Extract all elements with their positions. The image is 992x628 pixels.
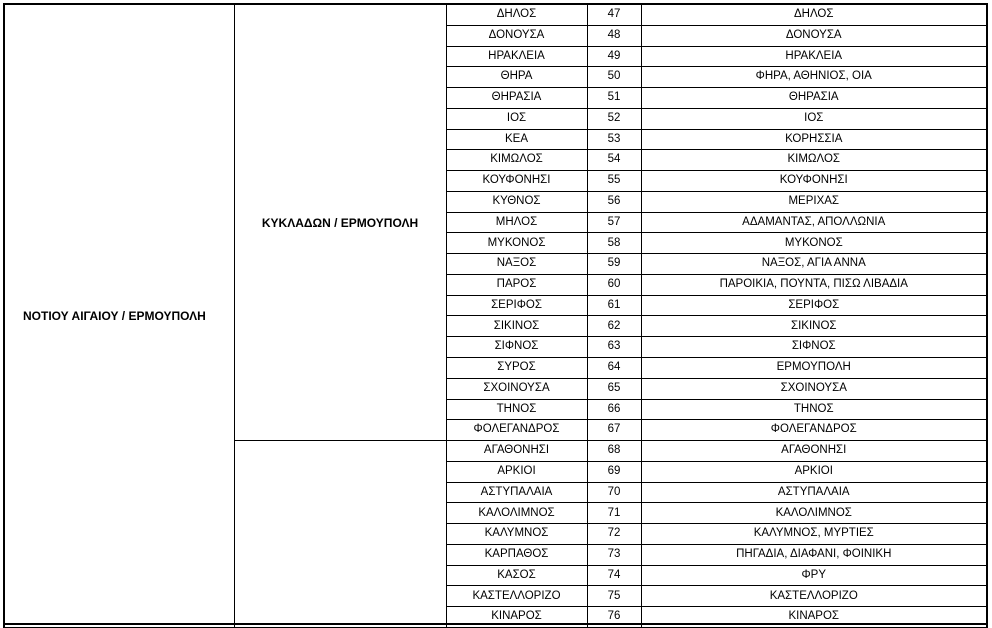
island-code-cell: 68 <box>587 441 641 462</box>
island-name-cell: ΚΕΑ <box>446 129 587 150</box>
island-name-cell: ΠΑΡΟΣ <box>446 274 587 295</box>
municipality-cell: ΚΙΜΩΛΟΣ <box>641 150 987 171</box>
island-code-cell: 65 <box>587 378 641 399</box>
municipality-cell: ΚΟΥΦΟΝΗΣΙ <box>641 171 987 192</box>
islands-table <box>3 3 988 628</box>
island-code-cell: 71 <box>587 503 641 524</box>
island-name-cell: ΜΥΚΟΝΟΣ <box>446 233 587 254</box>
municipality-cell: ΔΟΝΟΥΣΑ <box>641 25 987 46</box>
island-code-cell: 61 <box>587 295 641 316</box>
municipality-cell: ΚΑΛΥΜΝΟΣ, ΜΥΡΤΙΕΣ <box>641 524 987 545</box>
island-name-cell: ΣΙΦΝΟΣ <box>446 337 587 358</box>
island-code-cell: 64 <box>587 358 641 379</box>
island-name-cell: ΜΗΛΟΣ <box>446 212 587 233</box>
municipality-cell: ΙΟΣ <box>641 108 987 129</box>
island-name-cell: ΣΥΡΟΣ <box>446 358 587 379</box>
island-name-cell: ΚΙΜΩΛΟΣ <box>446 150 587 171</box>
island-code-cell: 53 <box>587 129 641 150</box>
island-name-cell: ΣΕΡΙΦΟΣ <box>446 295 587 316</box>
island-name-cell: ΘΗΡΑ <box>446 67 587 88</box>
island-name-cell: ΚΑΛΥΜΝΟΣ <box>446 524 587 545</box>
islands-table-body <box>4 4 987 627</box>
municipality-cell: ΦΡΥ <box>641 565 987 586</box>
island-code-cell: 76 <box>587 607 641 628</box>
island-name-cell: ΚΙΝΑΡΟΣ <box>446 607 587 628</box>
island-code-cell: 54 <box>587 150 641 171</box>
municipality-cell: ΕΡΜΟΥΠΟΛΗ <box>641 358 987 379</box>
island-name-cell: ΚΟΥΦΟΝΗΣΙ <box>446 171 587 192</box>
island-name-cell: ΤΗΝΟΣ <box>446 399 587 420</box>
island-name-cell: ΑΡΚΙΟΙ <box>446 461 587 482</box>
municipality-cell: ΔΗΛΟΣ <box>641 4 987 25</box>
island-name-cell: ΔΗΛΟΣ <box>446 4 587 25</box>
island-name-cell: ΑΓΑΘΟΝΗΣΙ <box>446 441 587 462</box>
municipality-cell: ΠΑΡΟΙΚΙΑ, ΠΟΥΝΤΑ, ΠΙΣΩ ΛΙΒΑΔΙΑ <box>641 274 987 295</box>
island-name-cell: ΦΟΛΕΓΑΝΔΡΟΣ <box>446 420 587 441</box>
municipality-cell: ΝΑΞΟΣ, ΑΓΙΑ ΑΝΝΑ <box>641 254 987 275</box>
table-row <box>4 4 987 25</box>
island-code-cell: 70 <box>587 482 641 503</box>
island-name-cell: ΚΑΣΤΕΛΛΟΡΙΖΟ <box>446 586 587 607</box>
municipality-cell: ΑΔΑΜΑΝΤΑΣ, ΑΠΟΛΛΩΝΙΑ <box>641 212 987 233</box>
island-name-cell: ΚΑΡΠΑΘΟΣ <box>446 544 587 565</box>
island-code-cell: 52 <box>587 108 641 129</box>
municipality-cell: ΚΑΛΟΛΙΜΝΟΣ <box>641 503 987 524</box>
table-bottom-border <box>3 623 986 625</box>
region-name-cell: ΝΟΤΙΟΥ ΑΙΓΑΙΟΥ / ΕΡΜΟΥΠΟΛΗ <box>4 4 234 627</box>
regional-unit-cell: ΚΥΚΛΑΔΩΝ / ΕΡΜΟΥΠΟΛΗ <box>234 4 446 441</box>
island-code-cell: 60 <box>587 274 641 295</box>
municipality-cell: ΜΕΡΙΧΑΣ <box>641 191 987 212</box>
island-code-cell: 49 <box>587 46 641 67</box>
island-code-cell: 47 <box>587 4 641 25</box>
island-code-cell: 56 <box>587 191 641 212</box>
municipality-cell: ΦΟΛΕΓΑΝΔΡΟΣ <box>641 420 987 441</box>
island-name-cell: ΣΙΚΙΝΟΣ <box>446 316 587 337</box>
island-code-cell: 50 <box>587 67 641 88</box>
municipality-cell: ΘΗΡΑΣΙΑ <box>641 88 987 109</box>
municipality-cell: ΠΗΓΑΔΙΑ, ΔΙΑΦΑΝΙ, ΦΟΙΝΙΚΗ <box>641 544 987 565</box>
municipality-cell: ΚΑΣΤΕΛΛΟΡΙΖΟ <box>641 586 987 607</box>
municipality-cell: ΚΟΡΗΣΣΙΑ <box>641 129 987 150</box>
island-code-cell: 66 <box>587 399 641 420</box>
municipality-cell: ΣΕΡΙΦΟΣ <box>641 295 987 316</box>
island-name-cell: ΚΑΛΟΛΙΜΝΟΣ <box>446 503 587 524</box>
island-code-cell: 51 <box>587 88 641 109</box>
island-code-cell: 72 <box>587 524 641 545</box>
island-code-cell: 57 <box>587 212 641 233</box>
municipality-cell: ΚΙΝΑΡΟΣ <box>641 607 987 628</box>
municipality-cell: ΑΓΑΘΟΝΗΣΙ <box>641 441 987 462</box>
island-name-cell: ΚΥΘΝΟΣ <box>446 191 587 212</box>
island-name-cell: ΣΧΟΙΝΟΥΣΑ <box>446 378 587 399</box>
island-code-cell: 75 <box>587 586 641 607</box>
island-code-cell: 73 <box>587 544 641 565</box>
island-name-cell: ΙΟΣ <box>446 108 587 129</box>
island-code-cell: 58 <box>587 233 641 254</box>
municipality-cell: ΦΗΡΑ, ΑΘΗΝΙΟΣ, ΟΙΑ <box>641 67 987 88</box>
island-name-cell: ΔΟΝΟΥΣΑ <box>446 25 587 46</box>
island-name-cell: ΑΣΤΥΠΑΛΑΙΑ <box>446 482 587 503</box>
island-code-cell: 74 <box>587 565 641 586</box>
island-code-cell: 59 <box>587 254 641 275</box>
island-name-cell: ΘΗΡΑΣΙΑ <box>446 88 587 109</box>
municipality-cell: ΣΧΟΙΝΟΥΣΑ <box>641 378 987 399</box>
island-code-cell: 63 <box>587 337 641 358</box>
municipality-cell: ΑΣΤΥΠΑΛΑΙΑ <box>641 482 987 503</box>
municipality-cell: ΗΡΑΚΛΕΙΑ <box>641 46 987 67</box>
island-code-cell: 48 <box>587 25 641 46</box>
regional-unit-cell <box>234 441 446 628</box>
municipality-cell: ΤΗΝΟΣ <box>641 399 987 420</box>
municipality-cell: ΜΥΚΟΝΟΣ <box>641 233 987 254</box>
municipality-cell: ΣΙΦΝΟΣ <box>641 337 987 358</box>
island-code-cell: 55 <box>587 171 641 192</box>
municipality-cell: ΑΡΚΙΟΙ <box>641 461 987 482</box>
island-code-cell: 69 <box>587 461 641 482</box>
island-name-cell: ΚΑΣΟΣ <box>446 565 587 586</box>
municipality-cell: ΣΙΚΙΝΟΣ <box>641 316 987 337</box>
island-name-cell: ΗΡΑΚΛΕΙΑ <box>446 46 587 67</box>
island-code-cell: 62 <box>587 316 641 337</box>
island-code-cell: 67 <box>587 420 641 441</box>
island-name-cell: ΝΑΞΟΣ <box>446 254 587 275</box>
